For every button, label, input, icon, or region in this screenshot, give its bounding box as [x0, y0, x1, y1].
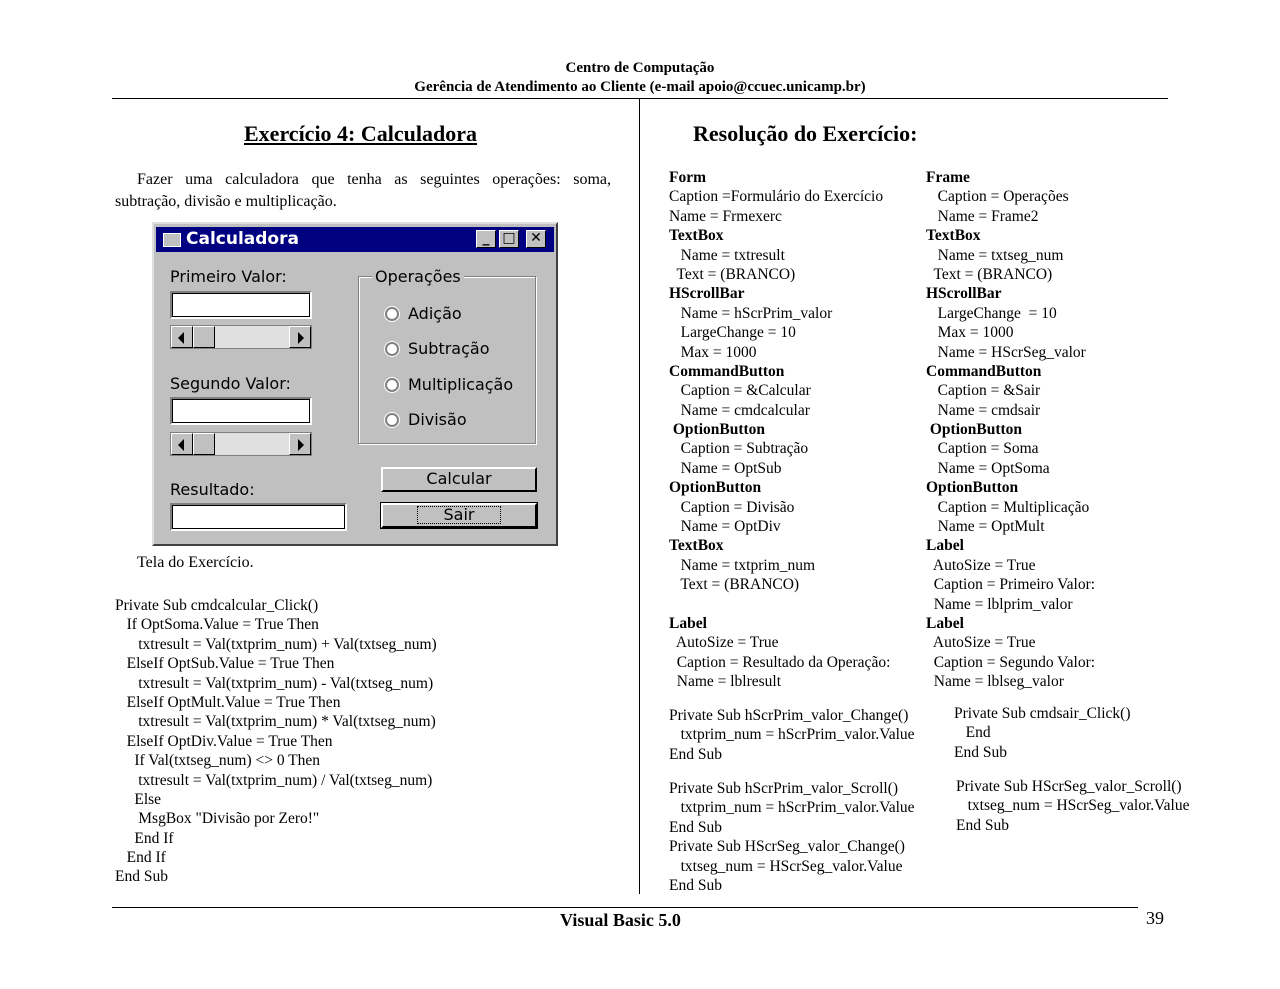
scroll-thumb[interactable] — [193, 433, 215, 455]
text-line: MsgBox "Divisão por Zero!" — [115, 810, 320, 828]
text-line: Caption = &Sair — [926, 382, 1041, 400]
exercise-title: Exercício 4: Calculadora — [244, 121, 477, 146]
properties-column-2 — [926, 168, 1095, 692]
text-line: txtseg_num = HScrSeg_valor.Value — [669, 857, 903, 875]
text-line: If Val(txtseg_num) <> 0 Then — [115, 752, 321, 770]
column-divider — [639, 99, 640, 894]
text-line: Name = OptSoma — [926, 459, 1050, 477]
text-line: OptionButton — [926, 421, 1023, 439]
text-line: Frame — [926, 169, 970, 186]
text-line — [669, 595, 890, 614]
radio-subtraction[interactable] — [385, 342, 399, 356]
code-hscrprim-change — [669, 706, 915, 764]
first-value-input[interactable] — [170, 291, 312, 319]
text-line: End If — [115, 849, 166, 867]
text-line: txtresult = Val(txtprim_num) + Val(txtseg_num) — [115, 635, 437, 653]
option-multiplication-label[interactable]: Multiplicação — [408, 375, 514, 394]
text-line: Private Sub HScrSeg_valor_Change() — [669, 838, 905, 856]
text-line: Caption = Soma — [926, 440, 1039, 458]
text-line: Name = Frame2 — [926, 207, 1039, 225]
chevron-left-icon — [178, 332, 184, 344]
scroll-thumb[interactable] — [193, 326, 215, 348]
text-line: End — [954, 724, 991, 742]
scroll-left-button[interactable] — [171, 433, 193, 455]
text-line: LargeChange = 10 — [926, 304, 1057, 322]
text-line: Name = Frmexerc — [669, 207, 782, 225]
header-line-2: Gerência de Atendimento ao Cliente (e-mail apoio@ccuec.unicamp.br) — [414, 79, 866, 95]
text-line: Name = hScrPrim_valor — [669, 304, 833, 322]
text-line: Private Sub hScrPrim_valor_Scroll() — [669, 780, 899, 797]
properties-column-1 — [669, 168, 890, 692]
text-line: End Sub — [115, 868, 168, 886]
calculate-button[interactable]: Calcular — [381, 467, 537, 492]
text-line: txtprim_num = hScrPrim_valor.Value — [669, 799, 915, 817]
text-line: Caption =Formulário do Exercício — [669, 188, 884, 206]
text-line: OptionButton — [926, 479, 1019, 497]
text-line: Private Sub hScrPrim_valor_Change() — [669, 707, 909, 724]
chevron-left-icon — [178, 439, 184, 451]
text-line: Private Sub cmdsair_Click() — [954, 705, 1131, 722]
text-line: Name = lblprim_valor — [926, 595, 1073, 613]
window-titlebar — [156, 227, 554, 252]
text-line: TextBox — [669, 227, 724, 245]
second-value-scrollbar[interactable] — [170, 432, 312, 456]
text-line: txtresult = Val(txtprim_num) / Val(txtseg_num) — [115, 771, 433, 789]
window-title: Calculadora — [186, 229, 299, 249]
text-line: Name = cmdsair — [926, 401, 1041, 419]
text-line: txtseg_num = HScrSeg_valor.Value — [956, 797, 1190, 815]
text-line: End Sub — [954, 743, 1007, 761]
label-result: Resultado: — [170, 480, 255, 499]
result-input[interactable] — [170, 503, 347, 531]
label-first-value: Primeiro Valor: — [170, 267, 287, 286]
text-line: ElseIf OptDiv.Value = True Then — [115, 732, 333, 750]
text-line: AutoSize = True — [669, 634, 779, 652]
text-line: End Sub — [669, 745, 722, 763]
text-line: OptionButton — [669, 479, 762, 497]
option-division-label[interactable]: Divisão — [408, 410, 467, 429]
text-line: Label — [669, 614, 707, 632]
text-line: Else — [115, 790, 162, 808]
chevron-right-icon — [298, 332, 304, 344]
radio-division[interactable] — [385, 413, 399, 427]
label-second-value: Segundo Valor: — [170, 374, 291, 393]
text-line: Name = txtresult — [669, 246, 785, 264]
scroll-left-button[interactable] — [171, 326, 193, 348]
scroll-right-button[interactable] — [289, 433, 311, 455]
exit-button-label: Sair — [417, 506, 502, 524]
exit-button[interactable] — [381, 503, 537, 528]
header-line-1: Centro de Computação — [565, 60, 715, 76]
exercise-intro: Fazer uma calculadora que tenha as seguintes operações: soma, subtração, divisão e multiplicação. — [115, 171, 611, 210]
window-app-icon — [163, 233, 181, 247]
footer-rule — [112, 907, 1138, 908]
text-line: AutoSize = True — [926, 634, 1036, 652]
text-line: txtresult = Val(txtprim_num) - Val(txtseg_num) — [115, 674, 434, 692]
first-value-scrollbar[interactable] — [170, 325, 312, 349]
text-line: Label — [926, 614, 964, 632]
code-cmdsair-click — [954, 704, 1131, 762]
operations-frame-label: Operações — [372, 267, 464, 286]
text-line: LargeChange = 10 — [669, 324, 796, 342]
footer-title: Visual Basic 5.0 — [560, 910, 681, 930]
screenshot-caption: Tela do Exercício. — [137, 554, 254, 571]
text-line: Text = (BRANCO) — [669, 265, 796, 283]
chevron-right-icon — [298, 439, 304, 451]
text-line: Caption = Divisão — [669, 498, 795, 516]
text-line: Name = cmdcalcular — [669, 401, 810, 419]
text-line: Name = lblresult — [669, 673, 782, 691]
text-line: Max = 1000 — [669, 343, 757, 361]
text-line: Name = lblseg_valor — [926, 673, 1064, 691]
text-line: HScrollBar — [669, 285, 745, 303]
text-line: Name = OptDiv — [669, 518, 781, 536]
left-code-block — [115, 596, 437, 887]
maximize-button[interactable]: □ — [499, 230, 519, 248]
code-scroll-and-change — [669, 779, 915, 895]
text-line: Form — [669, 169, 707, 186]
text-line: Name = txtseg_num — [926, 246, 1064, 264]
text-line: Label — [926, 537, 964, 555]
text-line: ElseIf OptSub.Value = True Then — [115, 655, 335, 673]
text-line: Name = txtprim_num — [669, 556, 816, 574]
text-line: Caption = Multiplicação — [926, 498, 1090, 516]
text-line: CommandButton — [926, 362, 1042, 380]
text-line: Text = (BRANCO) — [926, 265, 1053, 283]
text-line: Name = HScrSeg_valor — [926, 343, 1086, 361]
text-line: Name = OptSub — [669, 459, 782, 477]
text-line: If OptSoma.Value = True Then — [115, 616, 319, 634]
minimize-button[interactable]: _ — [476, 230, 496, 248]
text-line: End Sub — [669, 818, 722, 836]
text-line: Caption = Resultado da Operação: — [669, 653, 891, 671]
text-line: OptionButton — [669, 421, 766, 439]
option-subtraction-label[interactable]: Subtração — [408, 339, 490, 358]
text-line: AutoSize = True — [926, 556, 1036, 574]
text-line: End If — [115, 829, 174, 847]
text-line: Private Sub HScrSeg_valor_Scroll() — [956, 778, 1182, 795]
text-line: HScrollBar — [926, 285, 1002, 303]
text-line: Name = OptMult — [926, 518, 1045, 536]
text-line: Caption = Primeiro Valor: — [926, 576, 1096, 594]
text-line: Caption = Operações — [926, 188, 1069, 206]
second-value-input[interactable] — [170, 397, 312, 425]
page-number: 39 — [1146, 908, 1164, 928]
radio-multiplication[interactable] — [385, 378, 399, 392]
text-line: Private Sub cmdcalcular_Click() — [115, 597, 319, 614]
close-button[interactable]: ✕ — [526, 230, 546, 248]
text-line: TextBox — [926, 227, 981, 245]
text-line: End Sub — [956, 816, 1009, 834]
text-line: txtresult = Val(txtprim_num) * Val(txtseg_num) — [115, 713, 436, 731]
text-line: txtprim_num = hScrPrim_valor.Value — [669, 726, 915, 744]
scroll-right-button[interactable] — [289, 326, 311, 348]
text-line: Max = 1000 — [926, 324, 1014, 342]
text-line: End Sub — [669, 876, 722, 894]
text-line: ElseIf OptMult.Value = True Then — [115, 693, 341, 711]
solution-title: Resolução do Exercício: — [693, 121, 918, 146]
text-line: Caption = Segundo Valor: — [926, 653, 1096, 671]
text-line: Caption = &Calcular — [669, 382, 811, 400]
code-hscrseg-scroll — [956, 777, 1189, 835]
text-line: Caption = Subtração — [669, 440, 809, 458]
radio-addition[interactable] — [385, 307, 399, 321]
text-line: TextBox — [669, 537, 724, 555]
text-line: CommandButton — [669, 362, 785, 380]
header-rule — [112, 98, 1168, 99]
option-addition-label[interactable]: Adição — [408, 304, 462, 323]
text-line: Text = (BRANCO) — [669, 576, 800, 594]
